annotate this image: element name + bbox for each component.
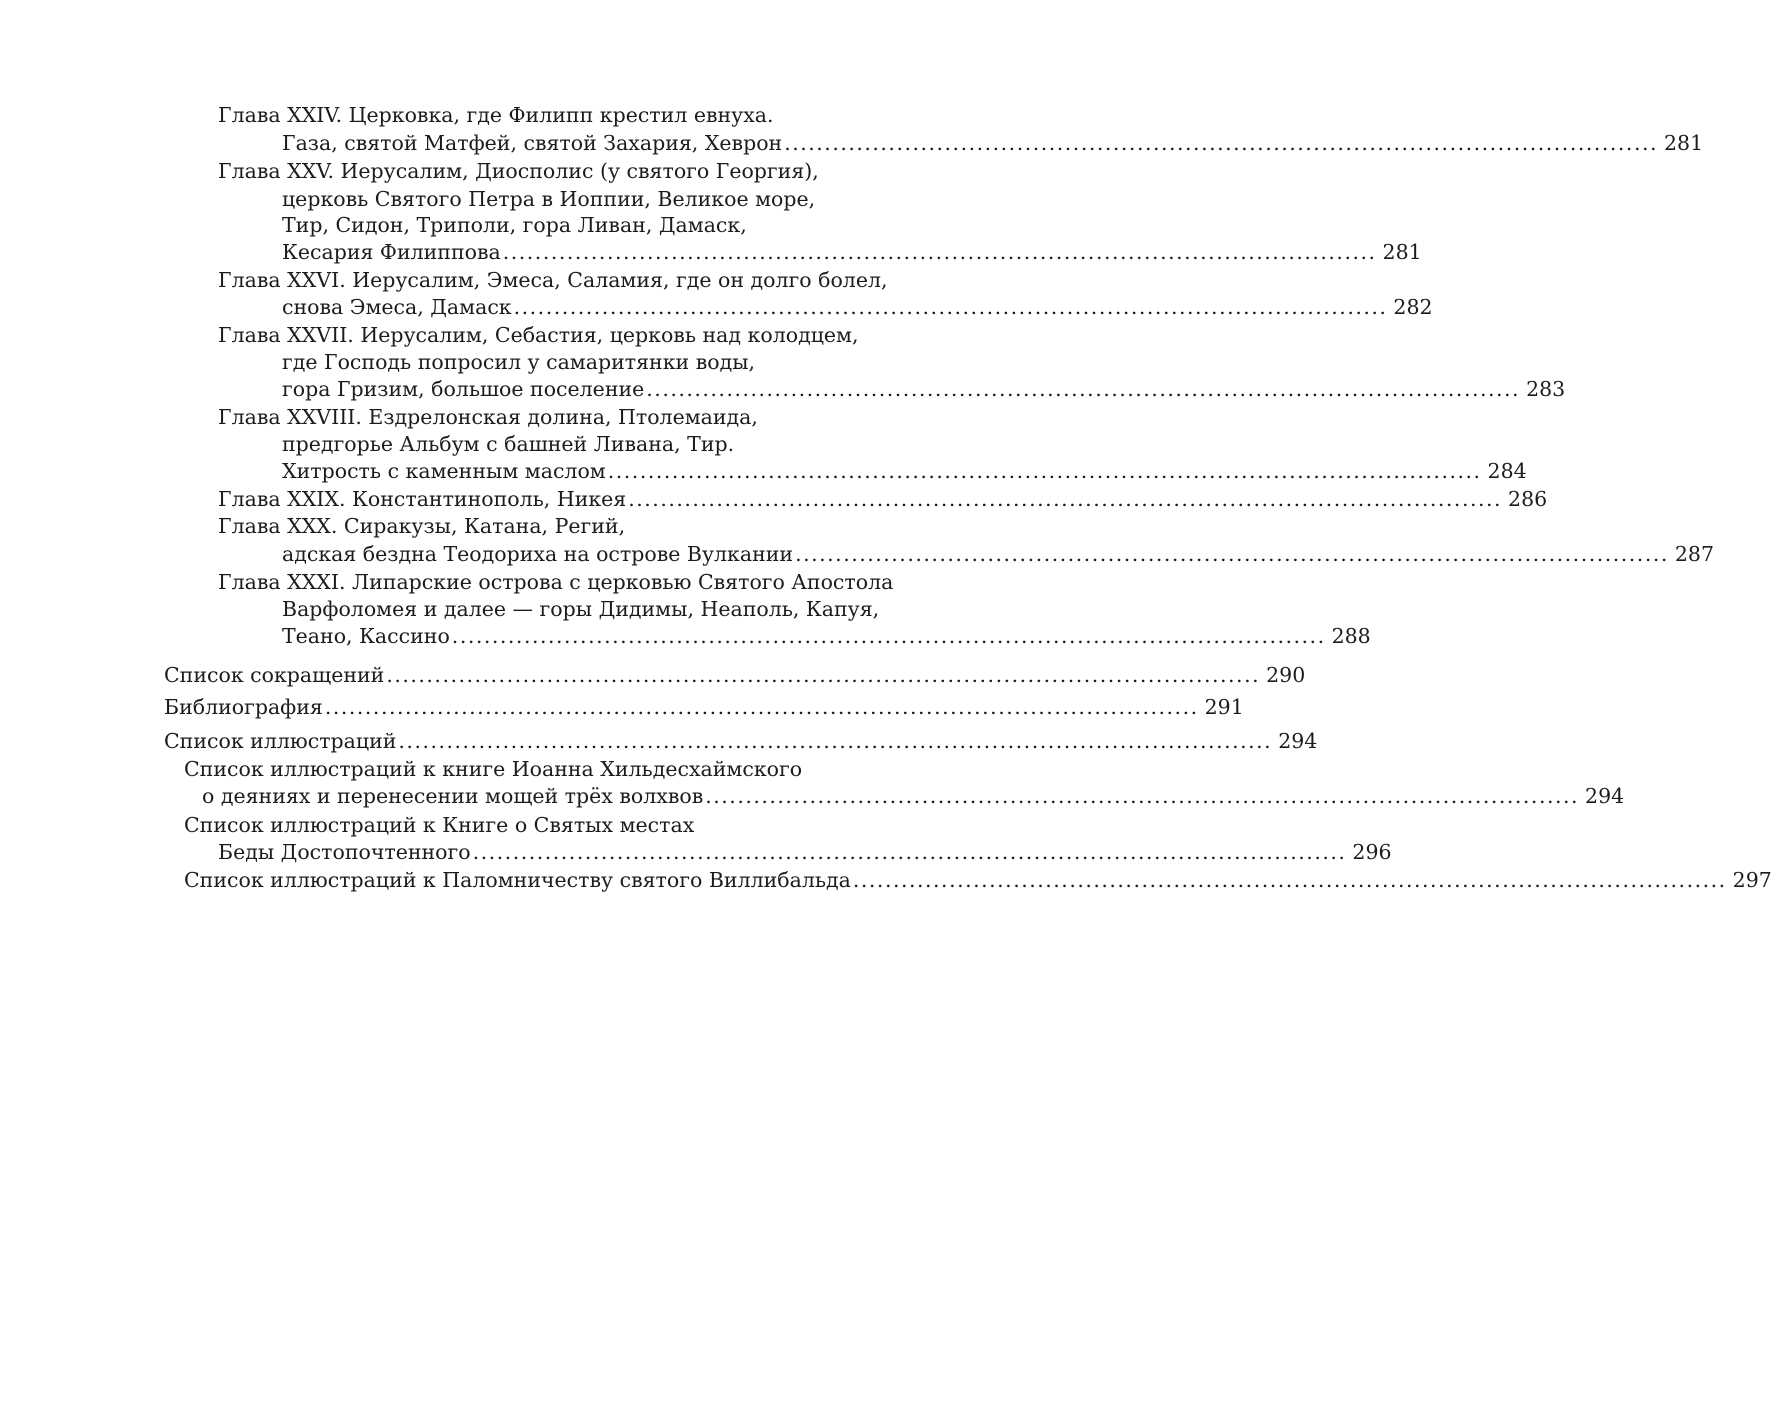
dot-leader: .............................................................................................................: [628, 487, 1503, 511]
entry-text: где Господь попросил у самаритянки воды,: [282, 350, 756, 374]
dot-leader: .............................................................................................................: [513, 295, 1388, 319]
toc-entry-illustrations-bede-cont[interactable]: [0, 837, 1392, 867]
dot-leader: .............................................................................................................: [607, 459, 1482, 483]
entry-text: адская бездна Теодориха на острове Вулкании: [282, 542, 794, 566]
dot-leader: .............................................................................................................: [398, 729, 1273, 753]
entry-text: Список сокращений: [164, 663, 385, 687]
toc-entry-ch24[interactable]: [0, 100, 1000, 130]
toc-entry-ch28[interactable]: [0, 402, 1000, 432]
toc-entry-ch26-cont[interactable]: [0, 292, 1433, 322]
toc-entry-illustrations-bede[interactable]: [0, 810, 1000, 840]
entry-text: Список иллюстраций к Книге о Святых местах: [184, 813, 695, 837]
toc-entry-ch28-cont: [0, 429, 1000, 459]
entry-text: Хитрость с каменным маслом: [282, 459, 606, 483]
entry-text: Беды Достопочтенного: [218, 840, 471, 864]
entry-text: предгорье Альбум с башней Ливана, Тир.: [282, 432, 735, 456]
toc-entry-ch25-cont: [0, 210, 1000, 240]
entry-text: церковь Святого Петра в Иоппии, Великое море,: [282, 187, 816, 211]
page-number: 287: [1674, 542, 1715, 566]
toc-entry-ch31[interactable]: [0, 567, 1000, 597]
entry-text: Глава XXV. Иерусалим, Диосполис (у святого Георгия),: [218, 159, 819, 183]
toc-entry-illustrations[interactable]: [0, 726, 1318, 756]
entry-text: Глава XXVI. Иерусалим, Эмеса, Саламия, где он долго болел,: [218, 268, 888, 292]
entry-text: Список иллюстраций к Паломничеству святого Виллибальда: [184, 868, 851, 892]
page-number: 282: [1393, 295, 1433, 319]
dot-leader: .............................................................................................................: [324, 695, 1199, 719]
entry-text: Библиография: [164, 695, 323, 719]
entry-text: Газа, святой Матфей, святой Захария, Хеврон: [282, 131, 783, 155]
page-number: 294: [1585, 784, 1625, 808]
dot-leader: .............................................................................................................: [386, 663, 1261, 687]
entry-text: Список иллюстраций к книге Иоанна Хильдесхаймского: [184, 757, 803, 781]
toc-entry-ch29[interactable]: [0, 484, 1548, 514]
page-number: 296: [1352, 840, 1392, 864]
entry-text: о деяниях и перенесении мощей трёх волхвов: [202, 784, 704, 808]
dot-leader: .............................................................................................................: [472, 840, 1347, 864]
toc-entry-illustrations-willibald[interactable]: [0, 865, 1772, 895]
toc-entry-ch28-cont[interactable]: [0, 456, 1527, 486]
dot-leader: .............................................................................................................: [705, 784, 1580, 808]
toc-entry-bibliography[interactable]: [0, 692, 1244, 722]
toc-entry-abbreviations[interactable]: [0, 660, 1306, 690]
entry-text: снова Эмеса, Дамаск: [282, 295, 512, 319]
dot-leader: .............................................................................................................: [784, 131, 1659, 155]
entry-text: Глава XXIV. Церковка, где Филипп крестил евнуха.: [218, 103, 774, 127]
dot-leader: .............................................................................................................: [646, 377, 1521, 401]
entry-text: Список иллюстраций: [164, 729, 397, 753]
dot-leader: .............................................................................................................: [451, 624, 1326, 648]
page-number: 294: [1278, 729, 1318, 753]
entry-text: Тир, Сидон, Триполи, гора Ливан, Дамаск,: [282, 213, 747, 237]
page-number: 284: [1487, 459, 1527, 483]
toc-entry-ch30[interactable]: [0, 511, 1000, 541]
page-number: 283: [1526, 377, 1566, 401]
dot-leader: .............................................................................................................: [502, 240, 1377, 264]
toc-entry-ch25-cont[interactable]: [0, 237, 1422, 267]
page-number: 286: [1508, 487, 1548, 511]
page-number: 288: [1331, 624, 1371, 648]
toc-entry-ch30-cont[interactable]: [0, 539, 1715, 569]
entry-text: Варфоломея и далее — горы Дидимы, Неаполь, Капуя,: [282, 597, 880, 621]
entry-text: гора Гризим, большое поселение: [282, 377, 645, 401]
toc-entry-ch27[interactable]: [0, 320, 1000, 350]
entry-text: Теано, Кассино: [282, 624, 450, 648]
page-number: 291: [1204, 695, 1244, 719]
toc-entry-ch31-cont: [0, 594, 1000, 624]
entry-text: Глава XXVII. Иерусалим, Себастия, церковь над колодцем,: [218, 323, 859, 347]
page-number: 297: [1732, 868, 1772, 892]
dot-leader: .............................................................................................................: [852, 868, 1727, 892]
toc-entry-ch27-cont[interactable]: [0, 374, 1566, 404]
page-number: 281: [1382, 240, 1422, 264]
page-number: 290: [1266, 663, 1306, 687]
toc-entry-ch25[interactable]: [0, 156, 1000, 186]
toc-entry-ch27-cont: [0, 347, 1000, 377]
entry-text: Глава XXXI. Липарские острова с церковью Святого Апостола: [218, 570, 894, 594]
entry-text: Глава XXX. Сиракузы, Катана, Регий,: [218, 514, 626, 538]
entry-text: Глава XXIX. Константинополь, Никея: [218, 487, 627, 511]
entry-text: Глава XXVIII. Ездрелонская долина, Птолемаида,: [218, 405, 758, 429]
dot-leader: .............................................................................................................: [795, 542, 1669, 566]
toc-entry-ch26[interactable]: [0, 265, 1000, 295]
toc-entry-illustrations-hildesheim[interactable]: [0, 754, 1000, 784]
toc-entry-ch24-cont[interactable]: [0, 128, 1704, 158]
toc-entry-illustrations-hildesheim-cont[interactable]: [0, 781, 1625, 811]
toc-entry-ch31-cont[interactable]: [0, 621, 1371, 651]
page-number: 281: [1664, 131, 1704, 155]
entry-text: Кесария Филиппова: [282, 240, 501, 264]
